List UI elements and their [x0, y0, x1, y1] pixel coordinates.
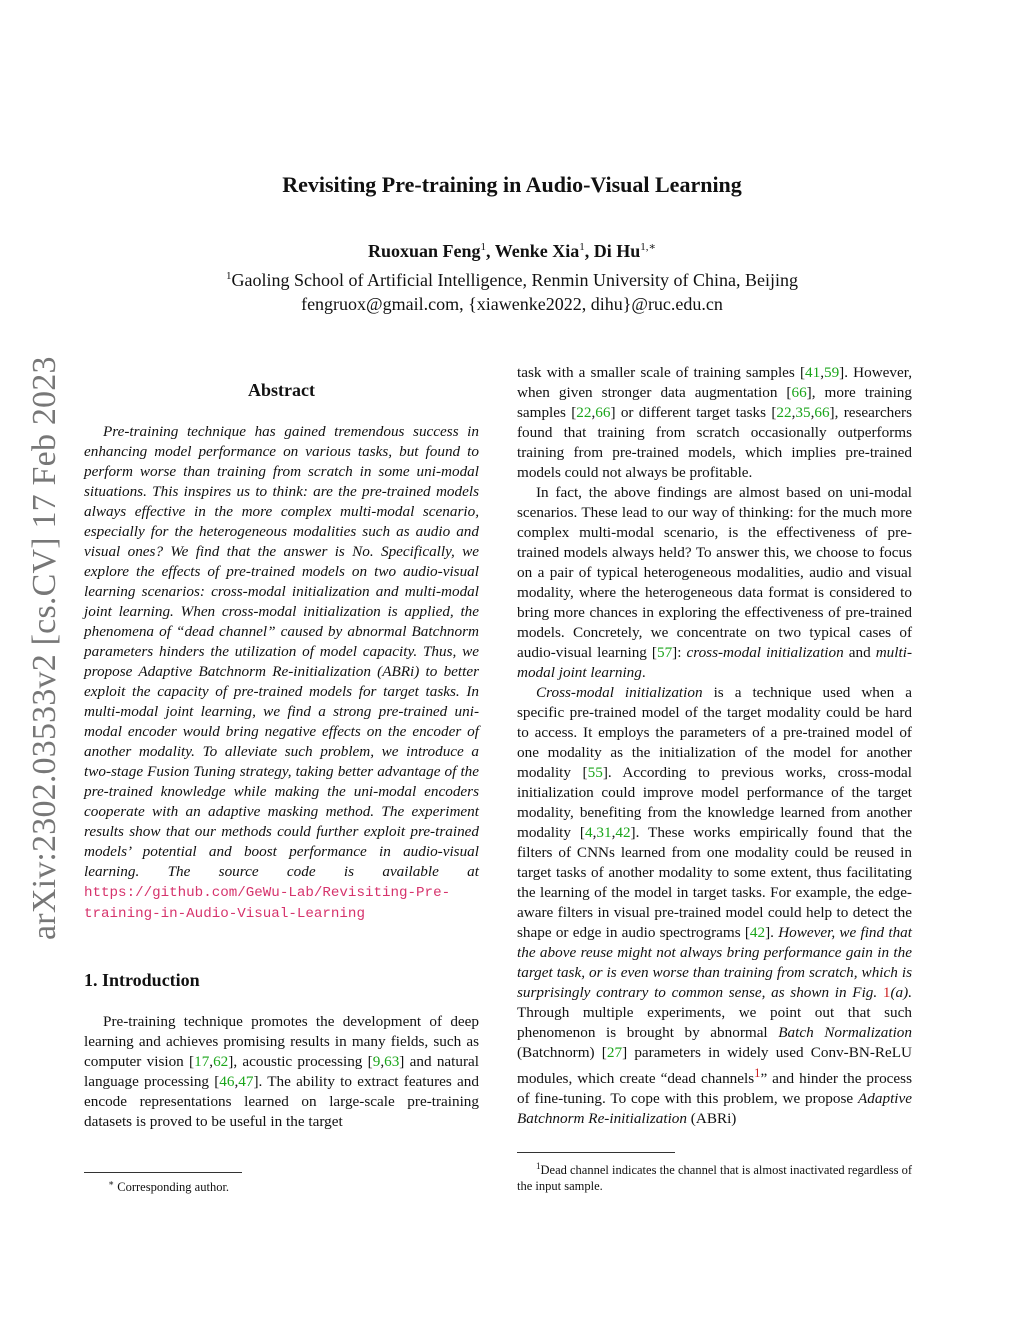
- text-run: Pre-training technique promotes the development of deep learning and achieves promising results in many fields, such as computer vision [: [84, 1013, 479, 1070]
- abstract-heading: Abstract: [248, 380, 315, 400]
- text-run: ,: [380, 1053, 385, 1070]
- citation-link[interactable]: 57: [656, 644, 673, 661]
- emphasis: Adaptive Batchnorm Re-initialization: [517, 1090, 912, 1128]
- text-run: ” and hinder the process of fine-tuning. To cope with this problem, we propose: [517, 1070, 912, 1108]
- text-run: ] or different target tasks [: [610, 404, 777, 421]
- text-run: ]:: [672, 644, 687, 661]
- citation-link[interactable]: 66: [814, 404, 830, 421]
- text-run: ], more training samples [: [517, 384, 912, 421]
- paper-title: Revisiting Pre-training in Audio-Visual Learning: [282, 172, 742, 197]
- citation-link[interactable]: 41: [805, 364, 821, 381]
- emphasis: multi-modal joint learning: [517, 644, 912, 681]
- author-name: Di Hu: [593, 241, 641, 261]
- author-emails: fengruox@gmail.com, {xiawenke2022, dihu}@ruc.edu.cn: [301, 294, 723, 314]
- citation-link[interactable]: 27: [606, 1044, 623, 1061]
- text-run: ]. The ability to extract features and encode representations learned on large-scale pre-training datasets is proved to be useful in the target: [84, 1073, 479, 1130]
- text-run: ] parameters in widely used Conv-BN-ReLU modules, which create “dead channels: [517, 1044, 913, 1088]
- right-column: [517, 363, 912, 1129]
- text-run: ]. According to previous works, cross-modal initialization could improve model performance of the target modality, benefiting from the knowledge learned from another modality [: [517, 764, 912, 841]
- text-run: ]. However, when given stronger data augmentation [: [517, 364, 912, 401]
- citation-link[interactable]: 22: [776, 404, 792, 421]
- text-run: (ABRi): [687, 1110, 737, 1128]
- footnote-corresponding-author: [108, 1178, 229, 1195]
- citation-link[interactable]: 47: [238, 1073, 254, 1090]
- citation-link[interactable]: 31: [596, 824, 612, 841]
- text-run: ], acoustic processing [: [228, 1053, 373, 1070]
- footnote-link[interactable]: 1: [754, 1066, 761, 1080]
- author-affil-mark: 1,∗: [640, 241, 656, 253]
- code-link[interactable]: https://github.com/GeWu-Lab/Revisiting-Pre-training-in-Audio-Visual-Learning: [84, 885, 451, 922]
- text-run: ,: [810, 404, 815, 421]
- text-run: is a technique used when a specific pre-trained model of the target modality could be hard to access. It employs the parameters of a pre-trained model of one modality as the initialization of the model for another modality [: [517, 684, 912, 781]
- body-paragraph: [517, 683, 912, 1129]
- arxiv-side-stamp: arXiv:2302.03533v2 [cs.CV] 17 Feb 2023: [26, 356, 63, 940]
- author-name: Wenke Xia: [494, 241, 580, 261]
- text-run: task with a smaller scale of training samples [: [517, 364, 805, 381]
- citation-link[interactable]: 17: [194, 1053, 210, 1070]
- citation-link[interactable]: 4: [584, 824, 593, 841]
- emphasis: However, we find that the above reuse might not always bring performance gain in the target task, or is even worse than training from scratch, which is surprisingly contrary to common sense, as shown in Fig.: [517, 924, 912, 1001]
- citation-link[interactable]: 63: [384, 1053, 400, 1070]
- emphasis: cross-modal initialization: [686, 644, 844, 661]
- footnote-text: Corresponding author.: [117, 1180, 230, 1195]
- footnote-mark: 1: [536, 1161, 541, 1171]
- author-separator: ,: [584, 241, 594, 261]
- text-run: ,: [611, 824, 616, 841]
- footnote-text: Dead channel indicates the channel that is almost inactivated regardless of the input sample.: [517, 1163, 912, 1194]
- footnote-divider: [517, 1152, 675, 1153]
- text-run: ,: [591, 404, 596, 421]
- citation-link[interactable]: 66: [791, 384, 807, 401]
- text-run: In fact, the above findings are almost based on uni-modal scenarios. These lead to our way of thinking: for the much more complex multi-modal scenario, is the effectiveness of pre-trained models always held? To answer this, we choose to focus on a pair of typical heterogeneous modalities, audio and visual modality, where the heterogeneous data format is considered to bring more chances in exploring the effectiveness of pre-trained models. Concretely, we concentrate on two typical cases of audio-visual learning [: [517, 484, 912, 661]
- text-run: ,: [791, 404, 796, 421]
- text-run: ,: [820, 364, 824, 381]
- intro-paragraph: [84, 1012, 479, 1132]
- affiliation-text: Gaoling School of Artificial Intelligence, Renmin University of China, Beijing: [231, 270, 798, 290]
- text-run: ,: [234, 1073, 239, 1090]
- emphasis: Batch Normalization: [778, 1024, 912, 1041]
- text-run: ].: [765, 924, 779, 941]
- text-run: ] and natural language processing [: [84, 1053, 479, 1090]
- text-run: and: [843, 644, 876, 661]
- text-run: ]. These works empirically found that the filters of CNNs learned from one modality could be reused in target tasks of another modality to some extent, thus facilitating the learning of the model in target tasks. For example, the edge-aware filters in visual pre-trained model could help to detect the shape or edge in audio spectrograms [: [517, 824, 912, 941]
- emphasis: Cross-modal initialization: [536, 684, 703, 701]
- author-separator: ,: [486, 241, 495, 261]
- citation-link[interactable]: 35: [795, 404, 811, 421]
- citation-link[interactable]: 66: [595, 404, 611, 421]
- author-affil-mark: 1: [480, 241, 487, 253]
- emphasis: (a).: [890, 984, 912, 1001]
- body-paragraph: [517, 363, 912, 483]
- affiliation: [0, 270, 1024, 291]
- citation-link[interactable]: 22: [576, 404, 592, 421]
- author-affil-mark: 1: [579, 241, 585, 253]
- text-run: Through multiple experiments, we point out that such phenomenon is brought by abnormal: [517, 1004, 912, 1041]
- author-name: Ruoxuan Feng: [368, 241, 481, 261]
- text-run: (Batchnorm) [: [517, 1044, 607, 1061]
- text-run: ], researchers found that training from scratch occasionally outperforms training from pre-trained models, which implies pre-trained models could not always be profitable.: [517, 404, 912, 481]
- text-run: ,: [209, 1053, 214, 1070]
- citation-link[interactable]: 46: [219, 1073, 235, 1090]
- citation-link[interactable]: 62: [213, 1053, 229, 1070]
- citation-link[interactable]: 42: [749, 924, 766, 941]
- body-paragraph: [517, 483, 912, 683]
- citation-link[interactable]: 59: [823, 364, 840, 381]
- section-heading-introduction: 1. Introduction: [84, 970, 200, 990]
- footnote-divider: [84, 1172, 242, 1173]
- text-run: .: [641, 664, 646, 681]
- affiliation-mark: 1: [226, 270, 232, 282]
- abstract-body: [84, 422, 479, 924]
- figure-link[interactable]: 1: [882, 984, 891, 1001]
- text-run: ,: [592, 824, 597, 841]
- footnote-dead-channel: [517, 1158, 912, 1194]
- citation-link[interactable]: 9: [372, 1053, 381, 1070]
- footnote-mark: ∗: [108, 1178, 115, 1188]
- abstract-text: Pre-training technique has gained tremendous success in enhancing model performance on various tasks, but found to perform worse than training from scratch in some uni-modal situations. This inspires us to think: are the pre-trained models always effective in the more complex multi-modal scenario, especially for the heterogeneous modalities such as audio and visual ones? We find that the answer is No. Specifically, we explore the effects of pre-trained models on two audio-visual learning scenarios: cross-modal initialization and multi-modal joint learning. When cross-modal initialization is applied, the phenomena of “dead channel” caused by abnormal Batchnorm parameters hinders the utilization of model capacity. Thus, we propose Adaptive Batchnorm Re-initialization (ABRi) to better exploit the capacity of pre-trained models for target tasks. In multi-modal joint learning, we find a strong pre-trained uni-modal encoder would bring negative effects on the encoder of another modality. To alleviate such problem, we introduce a two-stage Fusion Tuning strategy, taking better advantage of the pre-trained knowledge while making the uni-modal encoders cooperate with an adaptive masking method. The experiment results show that our methods could further exploit pre-trained models’ potential and boost performance in audio-visual learning. The source code is available at: [84, 423, 479, 880]
- citation-link[interactable]: 55: [587, 764, 603, 781]
- author-list: [0, 240, 1024, 262]
- citation-link[interactable]: 42: [615, 824, 631, 841]
- left-column: [84, 380, 479, 1132]
